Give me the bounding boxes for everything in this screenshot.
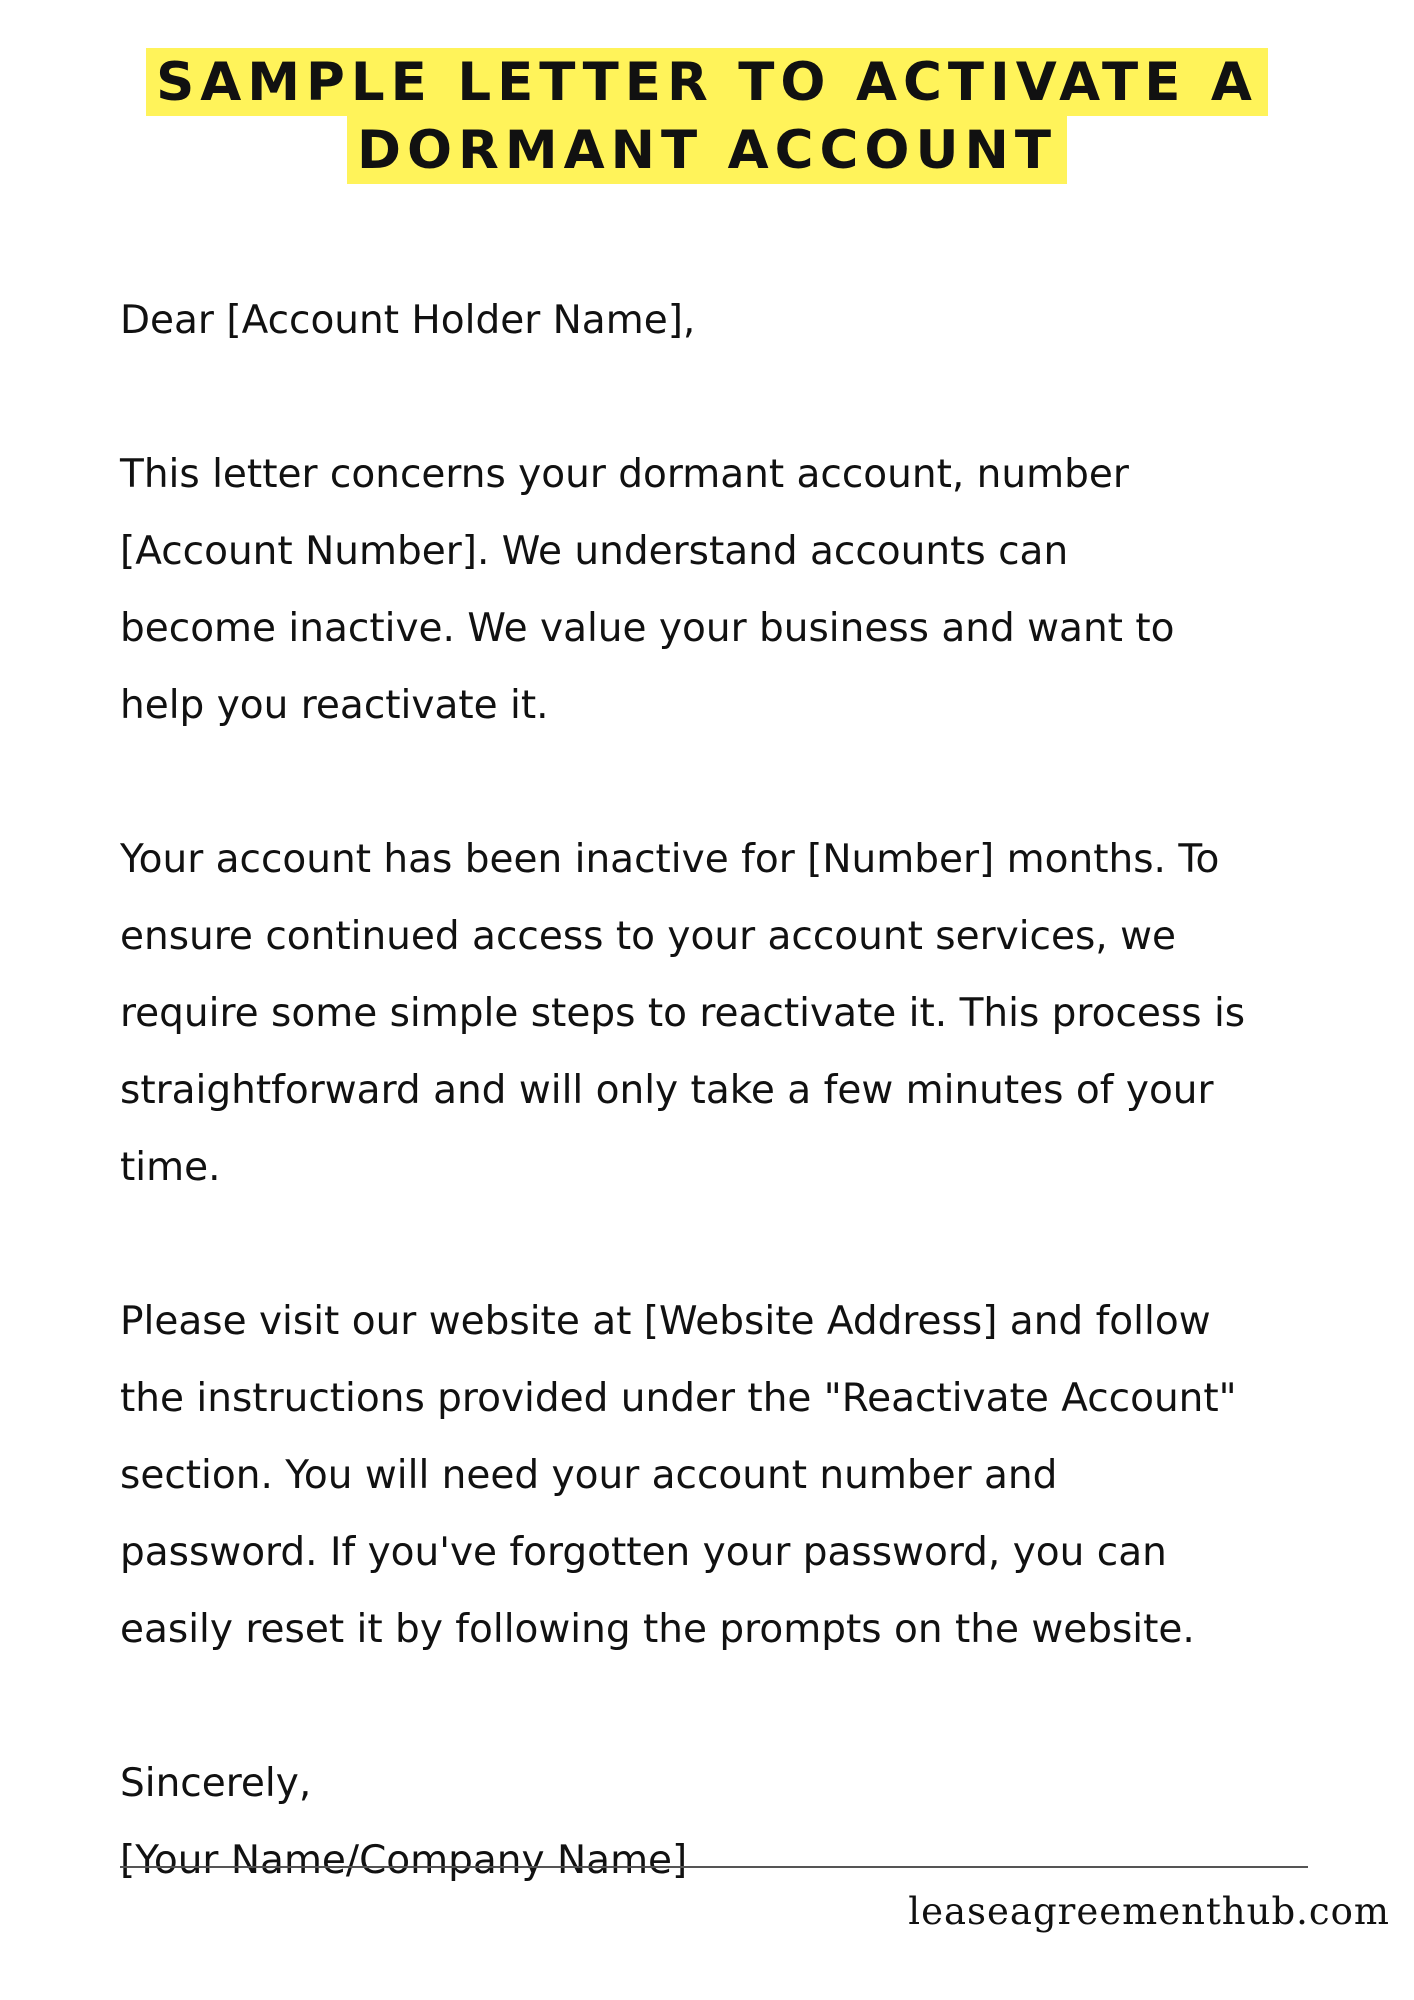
paragraph-line: Your account has been inactive for [Number] months. To bbox=[120, 837, 1220, 882]
paragraph-line: This letter concerns your dormant account, number bbox=[120, 452, 1129, 497]
title-line-2: DORMANT ACCOUNT bbox=[347, 116, 1067, 184]
paragraph-1 bbox=[120, 436, 1350, 744]
paragraph-line: section. You will need your account number and bbox=[120, 1453, 1058, 1498]
title-line-1: SAMPLE LETTER TO ACTIVATE A bbox=[146, 48, 1268, 116]
paragraph-line: the instructions provided under the "Reactivate Account" bbox=[120, 1376, 1237, 1421]
paragraph-line: Please visit our website at [Website Address] and follow bbox=[120, 1299, 1211, 1344]
closing-block bbox=[120, 1745, 1350, 1899]
paragraph-3 bbox=[120, 1283, 1350, 1668]
document-title bbox=[0, 48, 1414, 184]
signature-rule bbox=[120, 1866, 1308, 1868]
paragraph-line: require some simple steps to reactivate it. This process is bbox=[120, 991, 1246, 1036]
salutation: Dear [Account Holder Name], bbox=[120, 298, 696, 343]
paragraph-line: easily reset it by following the prompts on the website. bbox=[120, 1607, 1195, 1652]
letter-body bbox=[120, 282, 1350, 1899]
paragraph-line: time. bbox=[120, 1145, 221, 1190]
paragraph-line: straightforward and will only take a few minutes of your bbox=[120, 1068, 1214, 1113]
paragraph-2 bbox=[120, 821, 1350, 1206]
paragraph-line: password. If you've forgotten your password, you can bbox=[120, 1530, 1167, 1575]
paragraph-line: ensure continued access to your account services, we bbox=[120, 914, 1176, 959]
paragraph-line: become inactive. We value your business and want to bbox=[120, 606, 1175, 651]
closing: Sincerely, bbox=[120, 1761, 312, 1806]
site-watermark: leaseagreementhub.com bbox=[908, 1890, 1390, 1933]
paragraph-line: [Account Number]. We understand accounts can bbox=[120, 529, 1069, 574]
signature: [Your Name/Company Name] bbox=[120, 1838, 688, 1883]
paragraph-line: help you reactivate it. bbox=[120, 683, 549, 728]
